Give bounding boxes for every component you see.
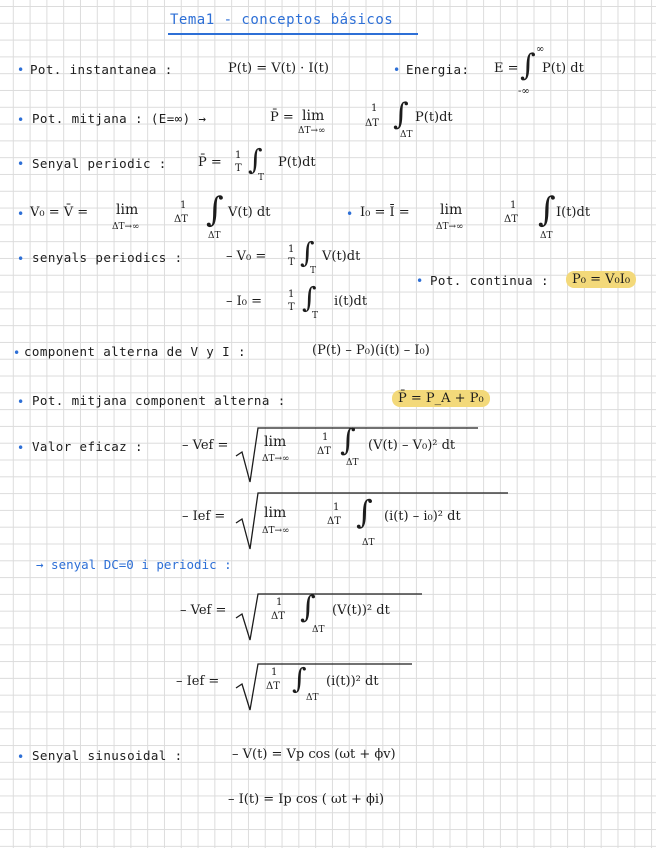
lim-text: lim [264, 505, 287, 521]
lim-subscript: ΔT→∞ [112, 222, 140, 232]
lim-subscript: ΔT→∞ [436, 222, 464, 232]
frac-den: ΔT [504, 214, 518, 225]
vef-periodic-integrand: (V(t))² dt [332, 603, 390, 618]
ief-integrand: (i(t) – i₀)² dt [384, 509, 461, 524]
frac-den: ΔT [317, 446, 331, 457]
vef-lhs: – Vef = [182, 438, 229, 453]
frac-den: T [288, 257, 295, 268]
ac-component-formula: (P(t) – P₀)(i(t) – I₀) [312, 343, 430, 358]
integral-sign: ∫ [302, 281, 317, 314]
int-subscript: T [312, 311, 319, 321]
frac-den: ΔT [327, 516, 341, 527]
ac-avg-power-label: Pot. mitjana component alterna : [32, 393, 286, 408]
integral-sign: ∫ [248, 143, 263, 176]
frac-den: T [235, 163, 242, 174]
frac-num: 1 [322, 432, 329, 443]
integral-sign: ∫ [206, 190, 224, 230]
bullet: • [13, 346, 21, 360]
lim-text: lim [302, 108, 325, 124]
int-subscript: ΔT [346, 458, 359, 468]
frac-num: 1 [371, 103, 378, 114]
frac-num: 1 [180, 200, 187, 211]
instant-power-formula: P(t) = V(t) · I(t) [228, 61, 329, 76]
lim-subscript: ΔT→∞ [262, 526, 290, 536]
vef-periodic-lhs: – Vef = [180, 603, 227, 618]
i0-periodic-integrand: i(t)dt [334, 294, 368, 309]
bullet: • [393, 63, 401, 77]
periodic-signal-label: Senyal periodic : [32, 156, 167, 171]
vef-integrand: (V(t) – V₀)² dt [368, 438, 456, 453]
integral-sign: ∫ [292, 662, 307, 695]
integral-sign: ∫ [393, 97, 409, 132]
bullet: • [17, 750, 25, 764]
ief-periodic-integrand: (i(t))² dt [326, 674, 379, 689]
ief-periodic-lhs: – Ief = [176, 674, 220, 689]
frac-num: 1 [333, 502, 340, 513]
int-subscript: T [258, 173, 265, 183]
bullet: • [17, 441, 25, 455]
instant-power-label: Pot. instantanea : [30, 62, 173, 77]
periodic-lhs: P̄ = [198, 155, 222, 170]
dc-zero-periodic-label: → senyal DC=0 i periodic : [36, 557, 232, 572]
frac-num: 1 [276, 597, 283, 608]
frac-num: 1 [288, 289, 295, 300]
periodic-signals-label: senyals periodics : [32, 250, 183, 265]
integral-sign: ∫ [520, 48, 536, 83]
frac-den: ΔT [174, 214, 188, 225]
v-sinusoidal-formula: – V(t) = Vp cos (ωt + ϕv) [232, 747, 396, 762]
bullet: • [17, 157, 25, 171]
v0-integrand: V(t) dt [228, 205, 271, 220]
int-subscript: ΔT [540, 231, 553, 241]
avg-power-integrand: P(t)dt [415, 110, 453, 125]
int-subscript: ΔT [208, 231, 221, 241]
integral-sign: ∫ [300, 590, 316, 625]
ac-avg-power-formula: P̄ = P_A + P₀ [392, 390, 490, 407]
integral-sign: ∫ [340, 423, 356, 458]
int-subscript: ΔT [312, 625, 325, 635]
v0-lhs: V₀ = V̄ = [30, 205, 89, 220]
frac-den: ΔT [271, 611, 285, 622]
frac-num: 1 [510, 200, 517, 211]
energy-int-lower: -∞ [518, 86, 530, 97]
frac-num: 1 [288, 244, 295, 255]
ief-lhs: – Ief = [182, 509, 226, 524]
lim-subscript: ΔT→∞ [298, 126, 326, 136]
lim-text: lim [116, 202, 139, 218]
title-underline [168, 33, 418, 35]
rms-label: Valor eficaz : [32, 439, 143, 454]
integral-sign: ∫ [356, 493, 373, 531]
bullet: • [17, 207, 25, 221]
energy-label: Energia: [406, 62, 470, 77]
page-title: Tema1 - conceptos básicos [170, 12, 394, 28]
int-subscript: T [310, 266, 317, 276]
v0-periodic-lhs: – V₀ = [226, 249, 267, 264]
frac-num: 1 [271, 667, 278, 678]
sinusoidal-label: Senyal sinusoidal : [32, 748, 183, 763]
i0-periodic-lhs: – I₀ = [226, 294, 263, 309]
dc-power-formula: P₀ = V₀I₀ [566, 271, 636, 288]
frac-den: ΔT [266, 681, 280, 692]
i0-integrand: I(t)dt [556, 205, 591, 220]
i-sinusoidal-formula: – I(t) = Ip cos ( ωt + ϕi) [228, 792, 385, 807]
lim-subscript: ΔT→∞ [262, 454, 290, 464]
bullet: • [416, 274, 424, 288]
frac-num: 1 [235, 150, 242, 161]
v0-periodic-integrand: V(t)dt [322, 249, 361, 264]
bullet: • [346, 207, 354, 221]
bullet: • [17, 395, 25, 409]
avg-power-lhs: P̄ = [270, 110, 294, 125]
energy-int-upper: ∞ [536, 44, 545, 55]
sqrt-sign [236, 592, 426, 644]
bullet: • [17, 63, 25, 77]
bullet: • [17, 113, 25, 127]
lim-text: lim [440, 202, 463, 218]
i0-lhs: I₀ = Ī = [360, 205, 410, 220]
int-subscript: ΔT [362, 538, 375, 548]
int-subscript: ΔT [306, 693, 319, 703]
frac-den: T [288, 302, 295, 313]
energy-integrand: P(t) dt [542, 61, 584, 76]
ac-component-label: component alterna de V y I : [24, 344, 246, 359]
lim-text: lim [264, 434, 287, 450]
frac-den: ΔT [365, 118, 379, 129]
energy-lhs: E = [494, 61, 519, 76]
periodic-integrand: P(t)dt [278, 155, 316, 170]
dc-power-label: Pot. continua : [430, 273, 549, 288]
integral-sign: ∫ [300, 236, 315, 269]
avg-power-label: Pot. mitjana : (E=∞) → [32, 111, 207, 126]
integral-sign: ∫ [538, 190, 556, 230]
int-subscript: ΔT [400, 130, 413, 140]
bullet: • [17, 252, 25, 266]
